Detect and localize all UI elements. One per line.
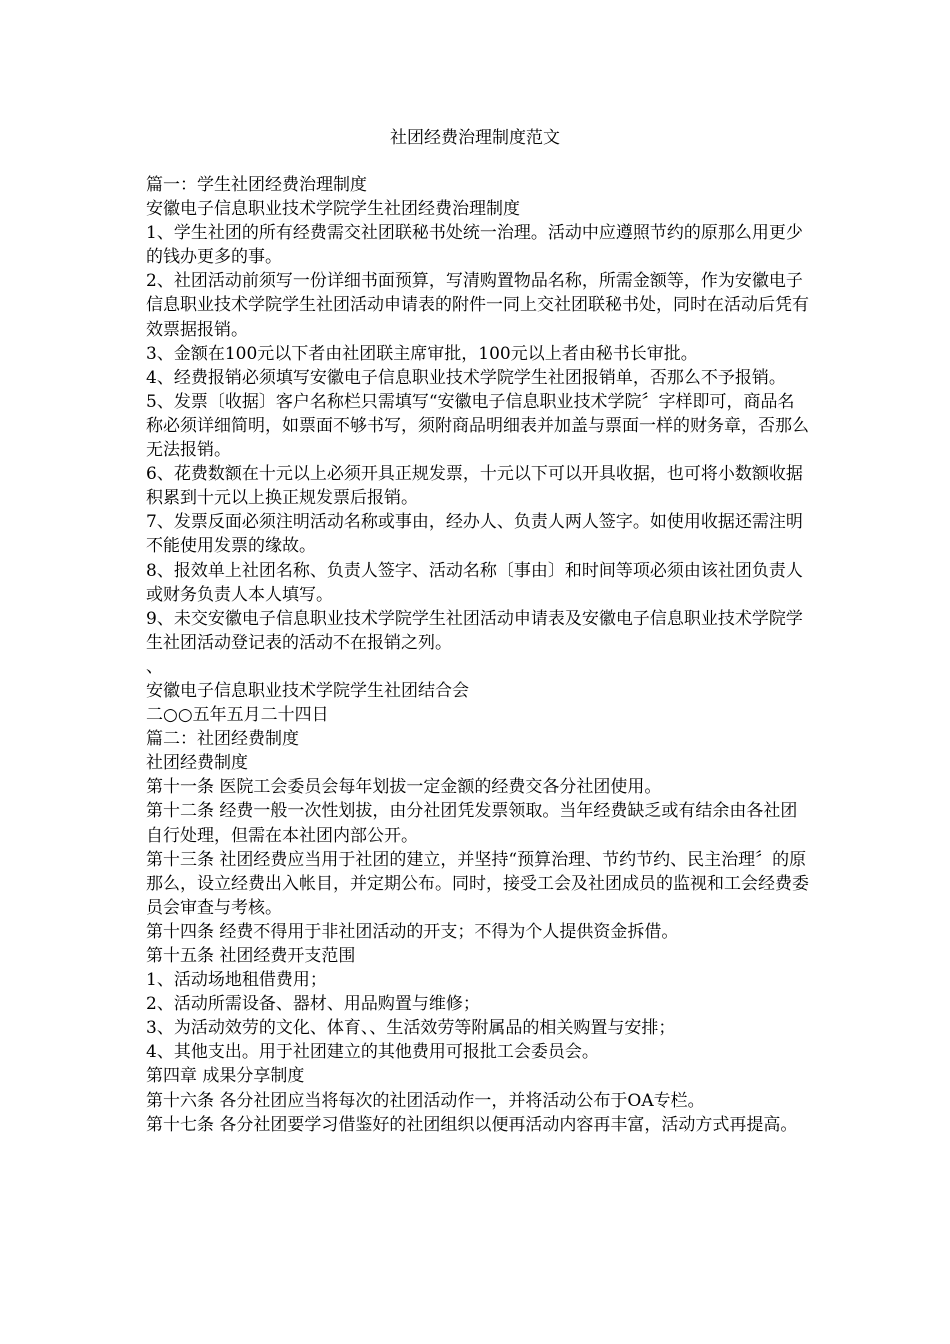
paragraph-18: 第十二条 经费一般一次性划拔，由分社团凭发票领取。当年经费缺乏或有结余由各社团自行处理，但需在本社团内部公开。 bbox=[146, 801, 798, 846]
paragraph-6: 4、经费报销必须填写安徽电子信息职业技术学院学生社团报销单，否那么不予报销。 bbox=[146, 367, 786, 388]
paragraph-2: 安徽电子信息职业技术学院学生社团经费治理制度 bbox=[146, 199, 520, 220]
paragraph-11: 9、未交安徽电子信息职业技术学院学生社团活动申请表及安徽电子信息职业技术学院学生社团活动登记表的活动不在报销之列。 bbox=[146, 608, 803, 653]
paragraph-4: 2、社团活动前须写一份详细书面预算，写清购置物品名称，所需金额等，作为安徽电子信息职业技术学院学生社团活动申请表的附件一同上交社团联秘书处，同时在活动后凭有效票据报销。 bbox=[146, 271, 809, 340]
paragraph-9: 7、发票反面必须注明活动名称或事由，经办人、负责人两人签字。如使用收据还需注明不能使用发票的缘故。 bbox=[146, 512, 803, 557]
paragraph-17: 第十一条 医院工会委员会每年划拔一定金额的经费交各分社团使用。 bbox=[146, 777, 662, 798]
paragraph-23: 2、活动所需设备、器材、用品购置与维修； bbox=[146, 994, 480, 1015]
paragraph-24: 3、为活动效劳的文化、体育、、生活效劳等附属品的相关购置与安排； bbox=[146, 1018, 676, 1039]
document-title: 社团经费治理制度范文 bbox=[390, 128, 560, 148]
paragraph-22: 1、活动场地租借费用； bbox=[146, 970, 327, 991]
paragraph-25: 4、其他支出。用于社团建立的其他费用可报批工会委员会。 bbox=[146, 1042, 599, 1063]
paragraph-27: 第十六条 各分社团应当将每次的社团活动作一，并将活动公布于OA专栏。 bbox=[146, 1090, 705, 1111]
paragraph-8: 6、花费数额在十元以上必须开具正规发票，十元以下可以开具收据，也可将小数额收据积累到十元以上换正规发票后报销。 bbox=[146, 464, 803, 509]
paragraph-15: 篇二：社团经费制度 bbox=[146, 729, 299, 750]
document-body bbox=[146, 173, 810, 1137]
paragraph-19: 第十三条 社团经费应当用于社团的建立，并坚持“预算治理、节约节约、民主治理〞的原那么，设立经费出入帐目，并定期公布。同时，接受工会及社团成员的监视和工会经费委员会审查与考核。 bbox=[146, 849, 809, 918]
paragraph-12: 、 bbox=[146, 656, 163, 677]
paragraph-20: 第十四条 经费不得用于非社团活动的开支；不得为个人提供资金拆借。 bbox=[146, 921, 679, 942]
paragraph-14: 二○○五年五月二十四日 bbox=[146, 705, 329, 726]
paragraph-21: 第十五条 社团经费开支范围 bbox=[146, 946, 356, 966]
paragraph-16: 社团经费制度 bbox=[146, 753, 248, 774]
paragraph-1: 篇一：学生社团经费治理制度 bbox=[146, 175, 367, 195]
paragraph-28: 第十七条 各分社团要学习借鉴好的社团组织以便再活动内容再丰富，活动方式再提高。 bbox=[146, 1114, 798, 1135]
paragraph-10: 8、报效单上社团名称、负责人签字、活动名称〔事由〕和时间等项必须由该社团负责人或财务负责人本人填写。 bbox=[146, 560, 803, 605]
paragraph-13: 安徽电子信息职业技术学院学生社团结合会 bbox=[146, 680, 469, 701]
paragraph-3: 1、学生社团的所有经费需交社团联秘书处统一治理。活动中应遵照节约的原那么用更少的钱办更多的事。 bbox=[146, 223, 803, 268]
paragraph-5: 3、金额在100元以下者由社团联主席审批，100元以上者由秘书长审批。 bbox=[146, 343, 698, 364]
paragraph-7: 5、发票〔收据〕客户名称栏只需填写“安徽电子信息职业技术学院〞字样即可，商品名称必须详细简明，如票面不够书写，须附商品明细表并加盖与票面一样的财务章，否那么无法报销。 bbox=[146, 391, 809, 461]
paragraph-26: 第四章 成果分享制度 bbox=[146, 1066, 305, 1087]
